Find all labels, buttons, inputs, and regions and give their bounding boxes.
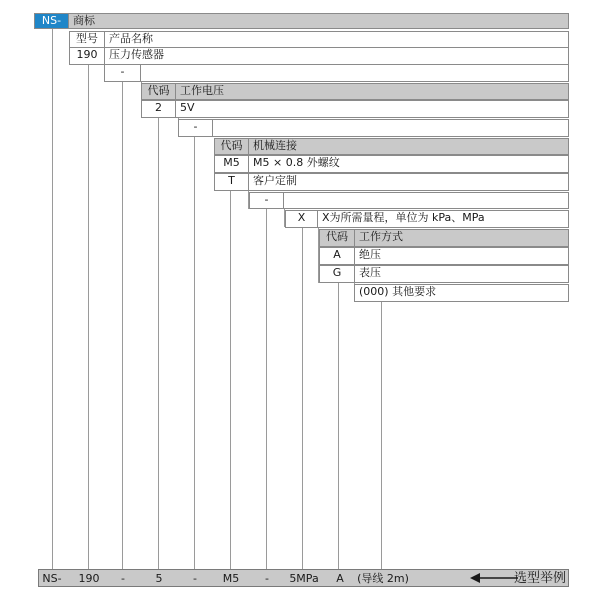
- connector-line: [158, 118, 159, 569]
- arrow-left-icon: [470, 573, 518, 583]
- model-header-name: 产品名称: [104, 31, 569, 48]
- mode-code-a: A: [319, 247, 355, 265]
- example-part: -: [265, 572, 269, 585]
- connector-line: [338, 283, 339, 569]
- mode-value-g: 表压: [354, 265, 569, 283]
- connector-line: [266, 209, 267, 569]
- separator-1: -: [104, 64, 141, 82]
- voltage-code: 2: [141, 100, 176, 118]
- example-part: A: [336, 572, 344, 585]
- mech-value-t: 客户定制: [248, 173, 569, 191]
- separator-1-fill: [140, 64, 569, 82]
- mode-value-a: 绝压: [354, 247, 569, 265]
- separator-3-fill: [283, 192, 569, 209]
- mech-value-m5: M5 × 0.8 外螺纹: [248, 155, 569, 173]
- separator-3: -: [249, 192, 284, 209]
- connector-line: [52, 28, 53, 569]
- separator-2-fill: [212, 119, 569, 137]
- model-code: 190: [69, 47, 105, 65]
- example-part: NS-: [42, 572, 62, 585]
- example-part: M5: [222, 572, 240, 585]
- mech-code-m5: M5: [214, 155, 249, 173]
- other-requirements: (000) 其他要求: [354, 284, 569, 302]
- connector-line: [88, 65, 89, 569]
- connector-line: [230, 191, 231, 569]
- model-name: 压力传感器: [104, 47, 569, 65]
- example-label: 选型举例: [513, 571, 567, 586]
- connector-line: [302, 227, 303, 569]
- mech-code-t: T: [214, 173, 249, 191]
- separator-2: -: [178, 119, 213, 137]
- brand-prefix: NS-: [34, 13, 69, 29]
- range-value: X为所需量程，单位为 kPa、MPa: [317, 210, 569, 228]
- selection-example-bar: [38, 569, 569, 587]
- example-part: -: [193, 572, 197, 585]
- mode-header-name: 工作方式: [354, 229, 569, 247]
- connector-line: [194, 136, 195, 569]
- connector-line: [122, 82, 123, 569]
- mech-header-code: 代码: [214, 138, 249, 155]
- example-part: (导线 2m): [357, 572, 409, 585]
- model-header-code: 型号: [69, 31, 105, 48]
- mech-header-name: 机械连接: [248, 138, 569, 155]
- example-part: 190: [78, 572, 100, 585]
- example-part: 5MPa: [289, 572, 319, 585]
- brand-label: 商标: [68, 13, 569, 29]
- example-part: 5: [155, 572, 163, 585]
- mode-header-code: 代码: [319, 229, 355, 247]
- voltage-value: 5V: [175, 100, 569, 118]
- connector-line: [381, 301, 382, 569]
- voltage-header-name: 工作电压: [175, 83, 569, 100]
- example-part: -: [121, 572, 125, 585]
- voltage-header-code: 代码: [141, 83, 176, 100]
- range-code: X: [285, 210, 318, 228]
- mode-code-g: G: [319, 265, 355, 283]
